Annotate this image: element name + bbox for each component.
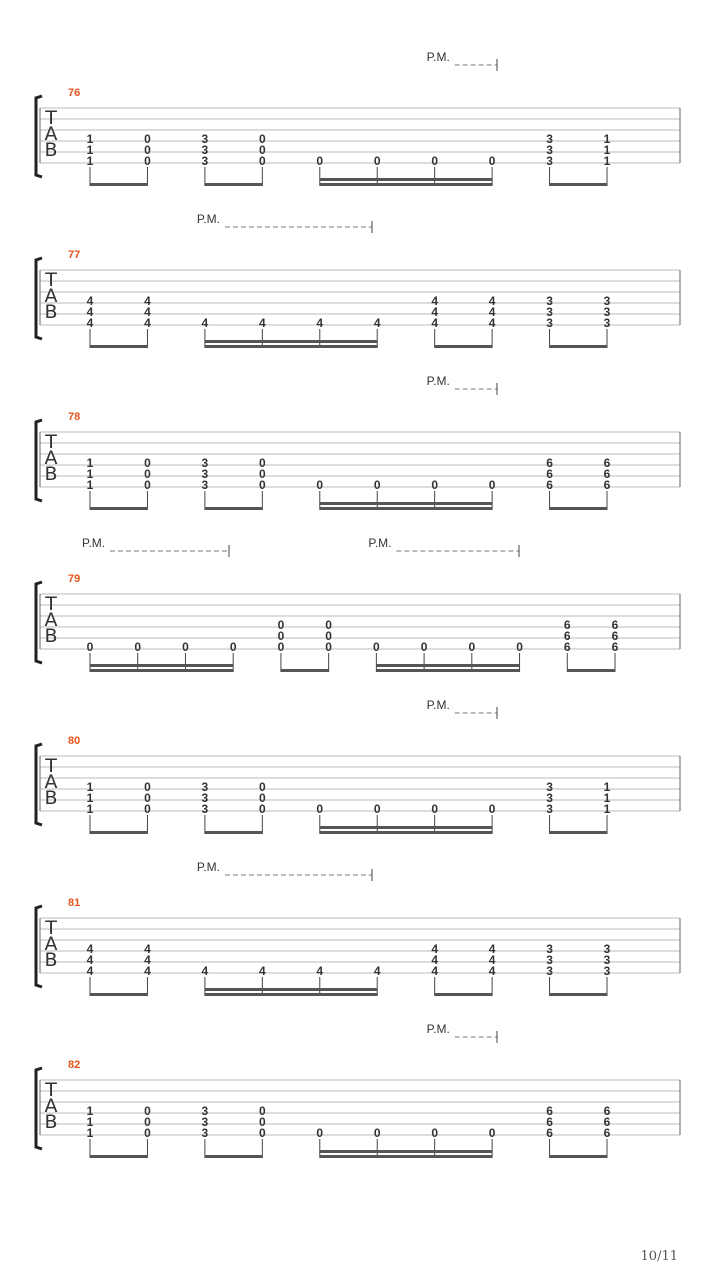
beam xyxy=(320,183,492,186)
fret-number: 0 xyxy=(431,478,439,492)
beam xyxy=(320,831,492,834)
beam xyxy=(205,507,262,510)
tab-system xyxy=(36,698,680,834)
fret-number: 0 xyxy=(229,640,237,654)
fret-number: 0 xyxy=(258,132,266,146)
beam xyxy=(550,993,607,996)
fret-number: 4 xyxy=(86,942,94,956)
fret-number: 6 xyxy=(611,640,619,654)
fret-number: 6 xyxy=(611,618,619,632)
fret-number: 3 xyxy=(546,154,553,168)
tab-clef-letter: A xyxy=(44,285,58,307)
fret-number: 4 xyxy=(431,964,439,978)
fret-number: 1 xyxy=(86,791,94,805)
measure-number: 80 xyxy=(68,735,81,747)
fret-number: 4 xyxy=(258,316,266,330)
fret-number: 0 xyxy=(144,132,151,146)
fret-number: 4 xyxy=(258,964,266,978)
fret-number: 0 xyxy=(144,456,151,470)
fret-number: 0 xyxy=(277,629,285,643)
fret-number: 4 xyxy=(431,953,439,967)
beam xyxy=(90,993,147,996)
tab-clef-letter: B xyxy=(44,787,58,809)
beam xyxy=(320,1150,492,1153)
measure-number: 79 xyxy=(68,573,81,585)
fret-number: 4 xyxy=(201,316,209,330)
fret-number: 4 xyxy=(144,305,151,319)
beam xyxy=(320,826,492,829)
fret-number: 6 xyxy=(603,478,611,492)
fret-number: 4 xyxy=(488,316,496,330)
tab-clef-letter: T xyxy=(45,755,57,777)
beam xyxy=(550,831,607,834)
fret-number: 6 xyxy=(563,640,571,654)
fret-number: 6 xyxy=(546,456,553,470)
fret-number: 1 xyxy=(603,154,611,168)
fret-number: 3 xyxy=(603,953,611,967)
fret-number: 0 xyxy=(258,467,266,481)
fret-number: 4 xyxy=(86,305,94,319)
fret-number: 3 xyxy=(201,478,209,492)
fret-number: 6 xyxy=(546,1104,553,1118)
fret-number: 1 xyxy=(86,1104,94,1118)
fret-number: 0 xyxy=(258,478,266,492)
fret-number: 0 xyxy=(144,1104,151,1118)
beam xyxy=(205,345,377,348)
fret-number: 0 xyxy=(144,1115,151,1129)
fret-number: 4 xyxy=(431,305,439,319)
tab-system xyxy=(36,212,680,348)
fret-number: 0 xyxy=(516,640,523,654)
fret-number: 0 xyxy=(258,456,266,470)
fret-number: 0 xyxy=(373,154,381,168)
fret-number: 0 xyxy=(258,154,266,168)
fret-number: 0 xyxy=(144,467,151,481)
fret-number: 6 xyxy=(546,467,553,481)
tab-clef-letter: B xyxy=(44,1111,58,1133)
measure-number: 77 xyxy=(68,249,81,261)
beam xyxy=(550,345,607,348)
beam xyxy=(281,669,329,672)
fret-number: 0 xyxy=(182,640,189,654)
fret-number: 3 xyxy=(201,143,209,157)
fret-number: 1 xyxy=(86,802,94,816)
fret-number: 0 xyxy=(258,791,266,805)
fret-number: 1 xyxy=(86,780,94,794)
fret-number: 0 xyxy=(325,629,332,643)
palm-mute-label: P.M. xyxy=(426,374,450,388)
fret-number: 1 xyxy=(86,143,94,157)
beam xyxy=(90,669,233,672)
fret-number: 6 xyxy=(563,618,571,632)
fret-number: 0 xyxy=(144,154,151,168)
fret-number: 1 xyxy=(603,132,611,146)
fret-number: 4 xyxy=(201,964,209,978)
tab-clef-letter: B xyxy=(44,301,58,323)
fret-number: 3 xyxy=(201,1126,209,1140)
beam xyxy=(320,178,492,181)
beam xyxy=(90,183,147,186)
fret-number: 4 xyxy=(144,294,151,308)
beam xyxy=(435,345,492,348)
tab-clef-letter: T xyxy=(45,431,57,453)
beam xyxy=(205,988,377,991)
fret-number: 6 xyxy=(546,1115,553,1129)
fret-number: 0 xyxy=(86,640,94,654)
tab-clef-letter: A xyxy=(44,123,58,145)
tab-system xyxy=(36,1022,680,1158)
beam xyxy=(205,340,377,343)
fret-number: 3 xyxy=(201,132,209,146)
fret-number: 4 xyxy=(488,294,496,308)
fret-number: 4 xyxy=(431,316,439,330)
fret-number: 0 xyxy=(134,640,142,654)
fret-number: 4 xyxy=(431,942,439,956)
fret-number: 0 xyxy=(373,802,381,816)
fret-number: 0 xyxy=(144,802,151,816)
palm-mute-label: P.M. xyxy=(426,698,450,712)
fret-number: 3 xyxy=(603,294,611,308)
fret-number: 0 xyxy=(420,640,428,654)
fret-number: 4 xyxy=(373,316,381,330)
fret-number: 4 xyxy=(144,942,151,956)
fret-number: 1 xyxy=(86,456,94,470)
fret-number: 6 xyxy=(603,1126,611,1140)
beam xyxy=(205,831,262,834)
fret-number: 0 xyxy=(488,154,496,168)
fret-number: 0 xyxy=(373,640,380,654)
fret-number: 0 xyxy=(144,780,151,794)
fret-number: 3 xyxy=(603,305,611,319)
fret-number: 0 xyxy=(488,478,496,492)
beam xyxy=(90,507,147,510)
beam xyxy=(376,669,519,672)
beam xyxy=(205,993,377,996)
fret-number: 3 xyxy=(546,780,553,794)
fret-number: 1 xyxy=(603,802,611,816)
fret-number: 6 xyxy=(603,467,611,481)
fret-number: 0 xyxy=(431,802,439,816)
fret-number: 4 xyxy=(144,964,151,978)
tab-system xyxy=(36,536,680,672)
fret-number: 0 xyxy=(144,143,151,157)
fret-number: 1 xyxy=(86,1126,94,1140)
fret-number: 0 xyxy=(373,1126,381,1140)
fret-number: 3 xyxy=(546,802,553,816)
tab-clef-letter: A xyxy=(44,771,58,793)
beam xyxy=(320,1155,492,1158)
fret-number: 0 xyxy=(316,154,324,168)
tab-clef-letter: B xyxy=(44,625,58,647)
fret-number: 1 xyxy=(603,791,611,805)
fret-number: 3 xyxy=(201,1115,209,1129)
fret-number: 3 xyxy=(603,316,611,330)
fret-number: 4 xyxy=(431,294,439,308)
palm-mute-label: P.M. xyxy=(368,536,392,550)
fret-number: 4 xyxy=(86,964,94,978)
fret-number: 0 xyxy=(258,143,266,157)
beam xyxy=(90,664,233,667)
fret-number: 0 xyxy=(488,802,496,816)
fret-number: 0 xyxy=(431,154,439,168)
fret-number: 3 xyxy=(201,802,209,816)
beam xyxy=(320,502,492,505)
fret-number: 4 xyxy=(316,964,324,978)
fret-number: 1 xyxy=(86,1115,94,1129)
palm-mute-label: P.M. xyxy=(196,860,221,874)
fret-number: 4 xyxy=(488,953,496,967)
tab-clef-letter: A xyxy=(44,609,58,631)
fret-number: 0 xyxy=(258,1104,266,1118)
fret-number: 4 xyxy=(86,953,94,967)
tab-clef-letter: T xyxy=(45,269,57,291)
palm-mute-label: P.M. xyxy=(196,212,221,226)
fret-number: 0 xyxy=(488,1126,496,1140)
fret-number: 6 xyxy=(603,1115,611,1129)
palm-mute-label: P.M. xyxy=(426,50,450,64)
fret-number: 3 xyxy=(546,942,553,956)
fret-number: 3 xyxy=(546,143,553,157)
fret-number: 0 xyxy=(325,640,332,654)
fret-number: 1 xyxy=(86,467,94,481)
fret-number: 6 xyxy=(611,629,619,643)
palm-mute-label: P.M. xyxy=(82,536,106,550)
tab-clef-letter: A xyxy=(44,1095,58,1117)
beam xyxy=(90,345,147,348)
beam xyxy=(376,664,519,667)
fret-number: 0 xyxy=(277,640,285,654)
fret-number: 0 xyxy=(144,478,151,492)
fret-number: 0 xyxy=(258,802,266,816)
tab-clef-letter: B xyxy=(44,949,58,971)
fret-number: 0 xyxy=(258,1126,266,1140)
fret-number: 0 xyxy=(258,780,266,794)
tab-clef-letter: T xyxy=(45,107,57,129)
beam xyxy=(205,183,262,186)
fret-number: 4 xyxy=(86,294,94,308)
fret-number: 0 xyxy=(316,1126,324,1140)
fret-number: 4 xyxy=(488,305,496,319)
fret-number: 3 xyxy=(603,942,611,956)
tab-clef-letter: A xyxy=(44,933,58,955)
fret-number: 3 xyxy=(546,791,553,805)
tab-clef-letter: T xyxy=(45,593,57,615)
tab-clef-letter: T xyxy=(45,1079,57,1101)
beam xyxy=(320,507,492,510)
fret-number: 3 xyxy=(201,1104,209,1118)
fret-number: 1 xyxy=(86,132,94,146)
fret-number: 6 xyxy=(546,478,553,492)
fret-number: 4 xyxy=(316,316,324,330)
fret-number: 3 xyxy=(546,953,553,967)
fret-number: 0 xyxy=(144,1126,151,1140)
fret-number: 3 xyxy=(201,154,209,168)
beam xyxy=(550,507,607,510)
beam xyxy=(90,1155,147,1158)
tab-clef-letter: T xyxy=(45,917,57,939)
fret-number: 3 xyxy=(201,791,209,805)
fret-number: 3 xyxy=(201,467,209,481)
fret-number: 3 xyxy=(546,316,553,330)
beam xyxy=(205,1155,262,1158)
tab-system xyxy=(36,50,680,186)
fret-number: 1 xyxy=(86,154,94,168)
beam xyxy=(435,993,492,996)
palm-mute-label: P.M. xyxy=(426,1022,450,1036)
fret-number: 0 xyxy=(431,1126,439,1140)
fret-number: 1 xyxy=(86,478,94,492)
fret-number: 4 xyxy=(373,964,381,978)
fret-number: 0 xyxy=(325,618,332,632)
fret-number: 4 xyxy=(488,942,496,956)
fret-number: 6 xyxy=(546,1126,553,1140)
tab-system xyxy=(36,860,680,996)
fret-number: 4 xyxy=(86,316,94,330)
fret-number: 0 xyxy=(468,640,476,654)
measure-number: 82 xyxy=(68,1059,81,1071)
beam xyxy=(550,183,607,186)
tab-clef-letter: B xyxy=(44,139,58,161)
tab-clef-letter: A xyxy=(44,447,58,469)
fret-number: 0 xyxy=(144,791,151,805)
fret-number: 0 xyxy=(316,478,324,492)
beam xyxy=(550,1155,607,1158)
fret-number: 3 xyxy=(546,294,553,308)
fret-number: 3 xyxy=(546,964,553,978)
page-number: 10/11 xyxy=(640,1249,678,1264)
measure-number: 76 xyxy=(68,87,81,99)
tab-system xyxy=(36,374,680,510)
fret-number: 3 xyxy=(201,456,209,470)
fret-number: 6 xyxy=(563,629,571,643)
tab-clef-letter: B xyxy=(44,463,58,485)
measure-number: 81 xyxy=(68,897,81,909)
fret-number: 3 xyxy=(603,964,611,978)
fret-number: 4 xyxy=(488,964,496,978)
beam xyxy=(567,669,615,672)
fret-number: 4 xyxy=(144,953,151,967)
beam xyxy=(90,831,147,834)
measure-number: 78 xyxy=(68,411,81,423)
fret-number: 0 xyxy=(277,618,285,632)
fret-number: 0 xyxy=(258,1115,266,1129)
fret-number: 6 xyxy=(603,1104,611,1118)
fret-number: 0 xyxy=(316,802,324,816)
fret-number: 0 xyxy=(373,478,381,492)
fret-number: 3 xyxy=(546,132,553,146)
fret-number: 1 xyxy=(603,780,611,794)
fret-number: 3 xyxy=(546,305,553,319)
fret-number: 1 xyxy=(603,143,611,157)
fret-number: 6 xyxy=(603,456,611,470)
fret-number: 4 xyxy=(144,316,151,330)
fret-number: 3 xyxy=(201,780,209,794)
